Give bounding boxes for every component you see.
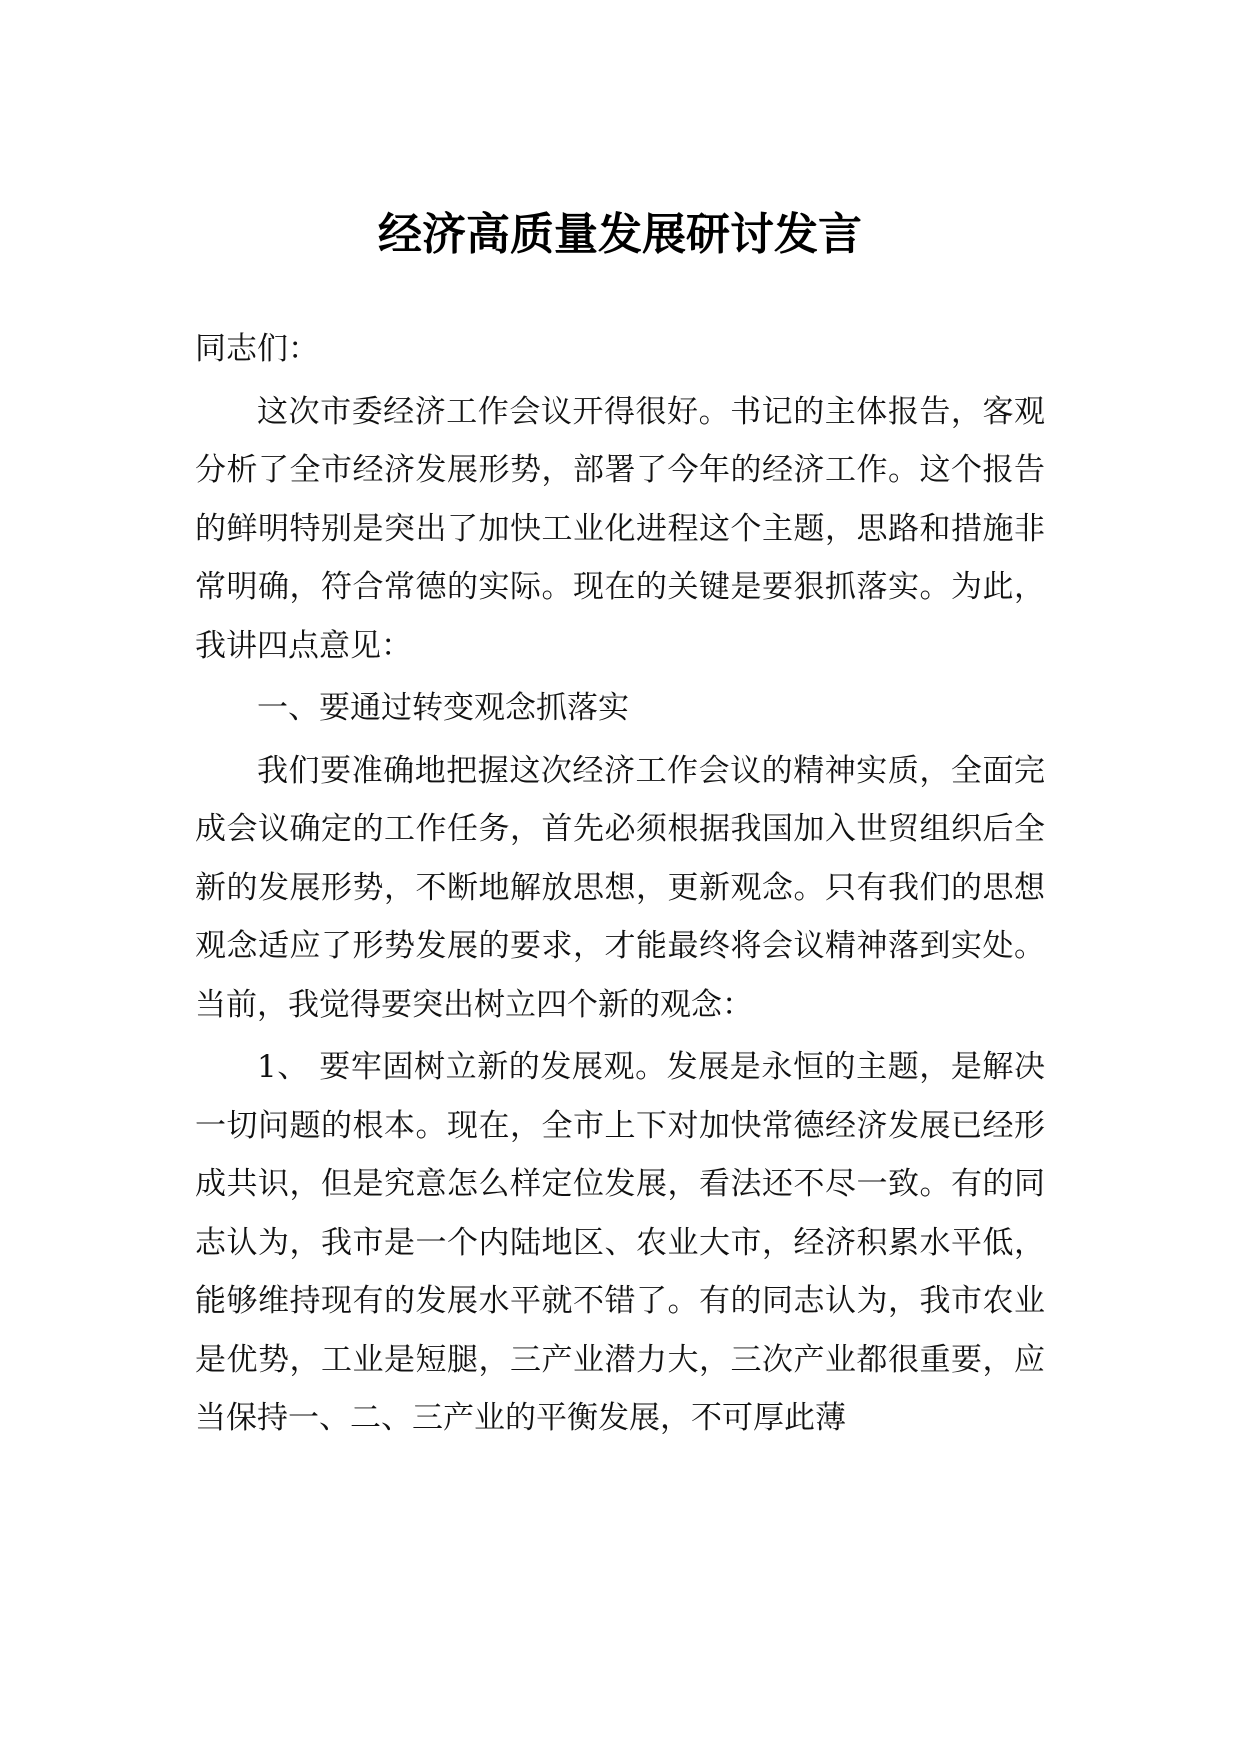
document-title: 经济高质量发展研讨发言 xyxy=(378,209,862,260)
paragraph-intro: 这次市委经济工作会议开得很好。书记的主体报告，客观分析了全市经济发展形势，部署了今年的经济工作。这个报告的鲜明特别是突出了加快工业化进程这个主题，思路和措施非常明确，符合常德的实际。现在的关键是要狠抓落实。为此，我讲四点意见： xyxy=(195,393,1045,664)
paragraph-point-1: 1、 要牢固树立新的发展观。发展是永恒的主题，是解决一切问题的根本。现在，全市上下对加快常德经济发展已经形成共识，但是究意怎么样定位发展，看法还不尽一致。有的同志认为，我市是一个内陆地区、农业大市，经济积累水平低，能够维持现有的发展水平就不错了。有的同志认为，我市农业是优势，工业是短腿，三产业潜力大，三次产业都很重要，应当保持一、二、三产业的平衡发展，不可厚此薄 xyxy=(195,1049,1045,1436)
document-body xyxy=(195,320,1045,1448)
salutation: 同志们： xyxy=(195,331,319,367)
paragraph-section-1: 我们要准确地把握这次经济工作会议的精神实质，全面完成会议确定的工作任务，首先必须根据我国加入世贸组织后全新的发展形势，不断地解放思想，更新观念。只有我们的思想观念适应了形势发展的要求，才能最终将会议精神落到实处。当前，我觉得要突出树立四个新的观念： xyxy=(195,752,1045,1023)
section-heading-1: 一、要通过转变观念抓落实 xyxy=(257,690,629,726)
